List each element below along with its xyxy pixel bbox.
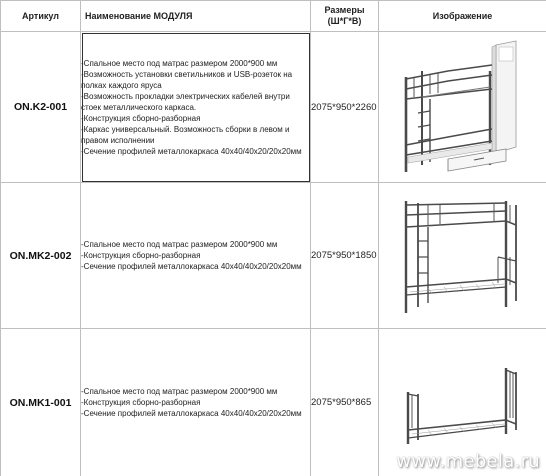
header-row (1, 1, 546, 32)
description-line: -Возможность прокладки электрических кабелей внутри стоек металлического каркаса. (81, 91, 290, 112)
table-row (1, 32, 546, 183)
product-image-cell (379, 183, 546, 329)
watermark: www.mebela.ru (396, 451, 540, 472)
header-image: Изображение (379, 1, 546, 32)
description-line: -Конструкция сборно-разборная (81, 251, 201, 260)
description-line: -Каркас универсальный. Возможность сборки в левом и правом исполнении (81, 124, 290, 145)
product-image-cell (379, 32, 546, 183)
bunk-bed-with-panels-icon (388, 37, 538, 177)
metal-bunk-bed-icon (388, 191, 538, 321)
header-article: Артикул (1, 1, 81, 32)
dimensions-cell: 2075*950*2260 (311, 32, 379, 183)
header-name: Наименование МОДУЛЯ (81, 1, 311, 32)
description-line: -Спальное место под матрас размером 2000*900 мм (81, 240, 278, 249)
description-line: -Конструкция сборно-разборная (81, 113, 201, 123)
description-line: -Спальное место под матрас размером 2000*900 мм (81, 387, 278, 396)
description-line: -Сечение профилей металлокаркаса 40х40/40х20/20х20мм (81, 409, 302, 418)
description-line: -Конструкция сборно-разборная (81, 398, 201, 407)
sku-cell: ON.K2-001 (1, 32, 81, 183)
dimensions-cell: 2075*950*1850 (311, 183, 379, 329)
description-line: -Возможность установки светильников и USB-розеток на полках каждого яруса (81, 69, 293, 90)
metal-single-bed-icon (388, 348, 538, 458)
sku-cell: ON.MK1-001 (1, 329, 81, 476)
description-cell (81, 32, 311, 183)
table-row (1, 183, 546, 329)
header-dims: Размеры (Ш*Г*В) (311, 1, 379, 32)
sku-cell: ON.MK2-002 (1, 183, 81, 329)
description-cell (81, 329, 311, 476)
description-cell (81, 183, 311, 329)
description-line: -Сечение профилей металлокаркаса 40х40/40х20/20х20мм (81, 146, 302, 156)
dimensions-cell: 2075*950*865 (311, 329, 379, 476)
description-line: -Спальное место под матрас размером 2000*900 мм (81, 58, 278, 68)
description-line: -Сечение профилей металлокаркаса 40х40/40х20/20х20мм (81, 262, 302, 271)
